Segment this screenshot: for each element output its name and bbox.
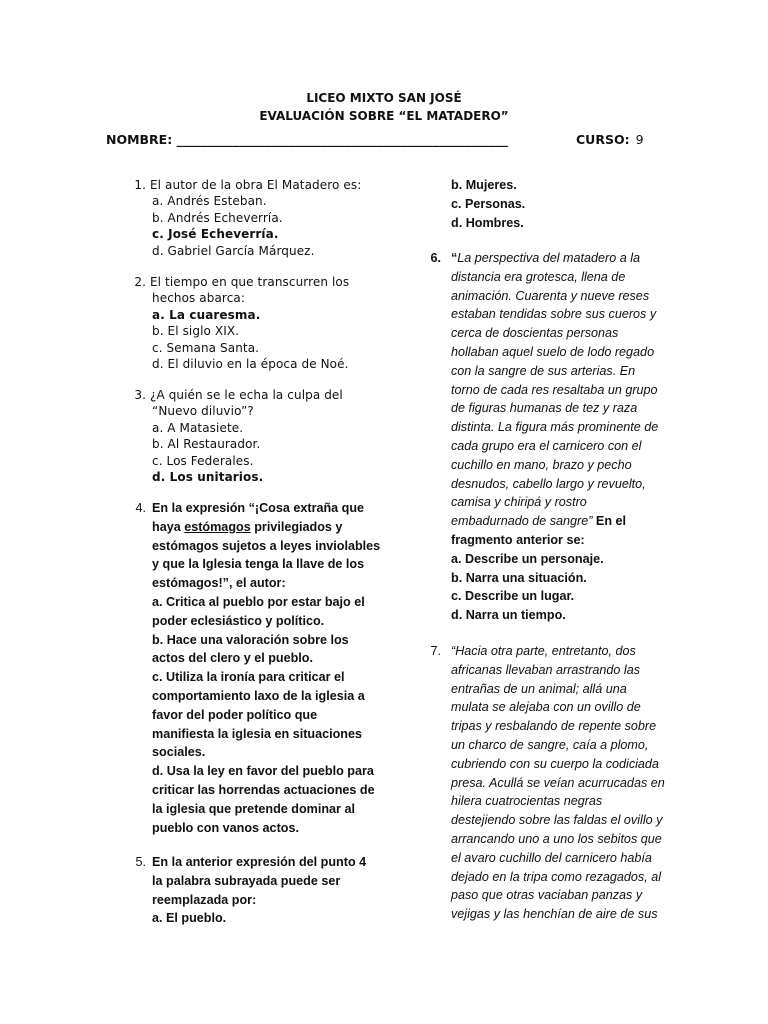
option-b: b. El siglo XIX. bbox=[152, 324, 240, 339]
option-c-cont: favor del poder político que bbox=[152, 707, 318, 722]
option-d-cont: pueblo con vanos actos. bbox=[152, 820, 299, 835]
option-a: a. La cuaresma. bbox=[152, 307, 261, 322]
quote-line: “Hacia otra parte, entretanto, dos bbox=[451, 644, 636, 658]
quote-line: tripas y resbalando de repente sobre bbox=[451, 719, 657, 734]
quote-line: con la sangre de sus arterias. En bbox=[451, 363, 636, 378]
question-options bbox=[152, 193, 382, 259]
option-a: a. Critica al pueblo por estar bajo el bbox=[152, 594, 365, 609]
quote-line: arrancando uno a uno los sebitos que bbox=[451, 831, 662, 846]
stem-line: fragmento anterior se: bbox=[451, 532, 585, 547]
quote-line bbox=[451, 512, 691, 531]
stem-line: y que la Iglesia tenga la llave de los bbox=[152, 557, 365, 572]
stem-line: ¿A quién se le echa la culpa del bbox=[150, 388, 343, 402]
question-body bbox=[451, 249, 691, 625]
option-b: b. Al Restaurador. bbox=[152, 437, 261, 452]
quote-line: el avaro cuchillo del carnicero había bbox=[451, 850, 652, 865]
option-c-cont: manifiesta la iglesia en situaciones bbox=[152, 726, 362, 741]
quote-text: embadurnado de sangre” bbox=[451, 514, 593, 529]
stem-line: reemplazada por: bbox=[152, 892, 257, 907]
option-a: a. El pueblo. bbox=[152, 911, 227, 926]
question-stem bbox=[150, 274, 380, 290]
option-a: a. Andrés Esteban. bbox=[152, 194, 267, 209]
option-a: a. A Matasiete. bbox=[152, 420, 244, 435]
document-header bbox=[0, 89, 768, 125]
stem-line bbox=[152, 518, 392, 537]
question-options bbox=[152, 290, 382, 372]
option-d: d. Narra un tiempo. bbox=[451, 608, 566, 623]
option-d-cont: criticar las horrendas actuaciones de bbox=[152, 782, 375, 797]
question-body bbox=[451, 642, 691, 924]
quote-line: distancia era grotesca, llena de bbox=[451, 269, 626, 284]
question-options bbox=[451, 176, 691, 232]
stem-line: “Nuevo diluvio”? bbox=[152, 404, 254, 419]
question-stem bbox=[150, 387, 380, 403]
question-options bbox=[152, 403, 382, 485]
quote-line: presa. Acullá se veían acurrucadas en bbox=[451, 775, 665, 790]
quote-line: camisa y chiripá y rostro bbox=[451, 495, 587, 510]
question-number: 4. bbox=[135, 501, 146, 515]
stem-line: la palabra subrayada puede ser bbox=[152, 873, 341, 888]
stem-line: El tiempo en que transcurren los bbox=[150, 275, 350, 289]
quote-text: La perspectiva del matadero a la bbox=[457, 251, 641, 265]
quote-line: destejiendo sobre las faldas el ovillo y bbox=[451, 813, 663, 828]
course-field bbox=[576, 132, 644, 147]
question-number: 7. bbox=[430, 644, 441, 658]
stem-prefix: haya bbox=[152, 519, 185, 534]
quote-line: hollaban aquel suelo de lodo regado bbox=[451, 344, 655, 359]
quote-line: desnudos, cabello largo y revuelto, bbox=[451, 476, 646, 491]
school-name: LICEO MIXTO SAN JOSÉ bbox=[306, 91, 462, 105]
option-b: b. Andrés Echeverría. bbox=[152, 210, 283, 225]
option-c: c. Personas. bbox=[451, 196, 526, 211]
quote-line: entrañas de un animal; allá una bbox=[451, 681, 627, 696]
question-number: 2. bbox=[134, 275, 146, 289]
stem-suffix: privilegiados y bbox=[254, 519, 343, 534]
quote-line: un charco de sangre, caía a plomo, bbox=[451, 737, 649, 752]
quote-line: estaban tendidas sobre sus cueros y bbox=[451, 307, 657, 322]
question-body bbox=[152, 853, 392, 928]
question-number: 6. bbox=[430, 251, 441, 265]
option-d: d. Usa la ley en favor del pueblo para bbox=[152, 764, 374, 779]
name-field: NOMBRE: _____________________________________________________ bbox=[106, 132, 508, 147]
option-c-cont: comportamiento laxo de la iglesia a bbox=[152, 688, 365, 703]
quote-line: vejigas y las henchían de aire de sus bbox=[451, 907, 658, 922]
option-d: d. Gabriel García Márquez. bbox=[152, 243, 315, 258]
quote-line: paso que otras vaciaban panzas y bbox=[451, 888, 643, 903]
option-c: c. José Echeverría. bbox=[152, 227, 279, 242]
quote-line: torno de cada res resaltaba un grupo bbox=[451, 382, 658, 397]
option-c: c. Describe un lugar. bbox=[451, 589, 575, 604]
quote-line: cubriendo con su cuerpo la codiciada bbox=[451, 756, 659, 771]
quote-line: dejado en la tripa como rezagados, al bbox=[451, 869, 662, 884]
course-value: 9 bbox=[635, 132, 644, 147]
question-body bbox=[150, 177, 380, 193]
stem-line: En la expresión “¡Cosa extraña que bbox=[152, 501, 365, 515]
option-d: d. Hombres. bbox=[451, 215, 524, 230]
option-b-cont: actos del clero y el pueblo. bbox=[152, 651, 313, 666]
quote-line: mulata se alejaba con un ovillo de bbox=[451, 700, 641, 715]
option-c: c. Semana Santa. bbox=[152, 340, 260, 355]
question-number: 5. bbox=[135, 855, 146, 869]
option-c: c. Utiliza la ironía para criticar el bbox=[152, 670, 345, 685]
underlined-word: estómagos bbox=[184, 519, 251, 534]
quote-line: hilera cuatrocientas negras bbox=[451, 794, 603, 809]
quote-line: africanas llevaban arrastrando las bbox=[451, 662, 641, 677]
stem-line: estómagos!”, el autor: bbox=[152, 576, 286, 591]
stem-line: En la anterior expresión del punto 4 bbox=[152, 855, 367, 869]
stem-line: hechos abarca: bbox=[152, 291, 245, 306]
stem-line: estómagos sujetos a leyes inviolables bbox=[152, 538, 381, 553]
question-number: 1. bbox=[134, 178, 146, 192]
option-a-cont: poder eclesiástico y político. bbox=[152, 613, 325, 628]
option-d: d. Los unitarios. bbox=[152, 470, 264, 485]
exam-title: EVALUACIÓN SOBRE “EL MATADERO” bbox=[259, 109, 509, 123]
quote-line: distinta. La figura más prominente de bbox=[451, 420, 659, 435]
quote-line: cerca de doscientas personas bbox=[451, 326, 619, 341]
option-c: c. Los Federales. bbox=[152, 453, 254, 468]
quote-line: animación. Cuarenta y nueve reses bbox=[451, 288, 650, 303]
question-body bbox=[152, 499, 392, 837]
stem-tail: En el bbox=[592, 514, 627, 529]
option-d: d. El diluvio en la época de Noé. bbox=[152, 357, 349, 372]
course-label: CURSO: bbox=[576, 132, 630, 147]
quote-line: de figuras humanas de tez y raza bbox=[451, 401, 638, 416]
quote-line: cuchillo en mano, brazo y pecho bbox=[451, 457, 632, 472]
option-b: b. Mujeres. bbox=[451, 178, 517, 192]
option-a: a. Describe un personaje. bbox=[451, 551, 604, 566]
question-number: 3. bbox=[134, 388, 146, 402]
question-stem: El autor de la obra El Matadero es: bbox=[150, 178, 362, 192]
option-b: b. Narra una situación. bbox=[451, 570, 587, 585]
option-d-cont: la iglesia que pretende dominar al bbox=[152, 801, 355, 816]
quote-mark: “ bbox=[451, 251, 458, 265]
option-b: b. Hace una valoración sobre los bbox=[152, 632, 349, 647]
quote-line bbox=[451, 249, 691, 268]
quote-line: cada grupo era el carnicero con el bbox=[451, 438, 642, 453]
option-c-cont: sociales. bbox=[152, 745, 206, 760]
